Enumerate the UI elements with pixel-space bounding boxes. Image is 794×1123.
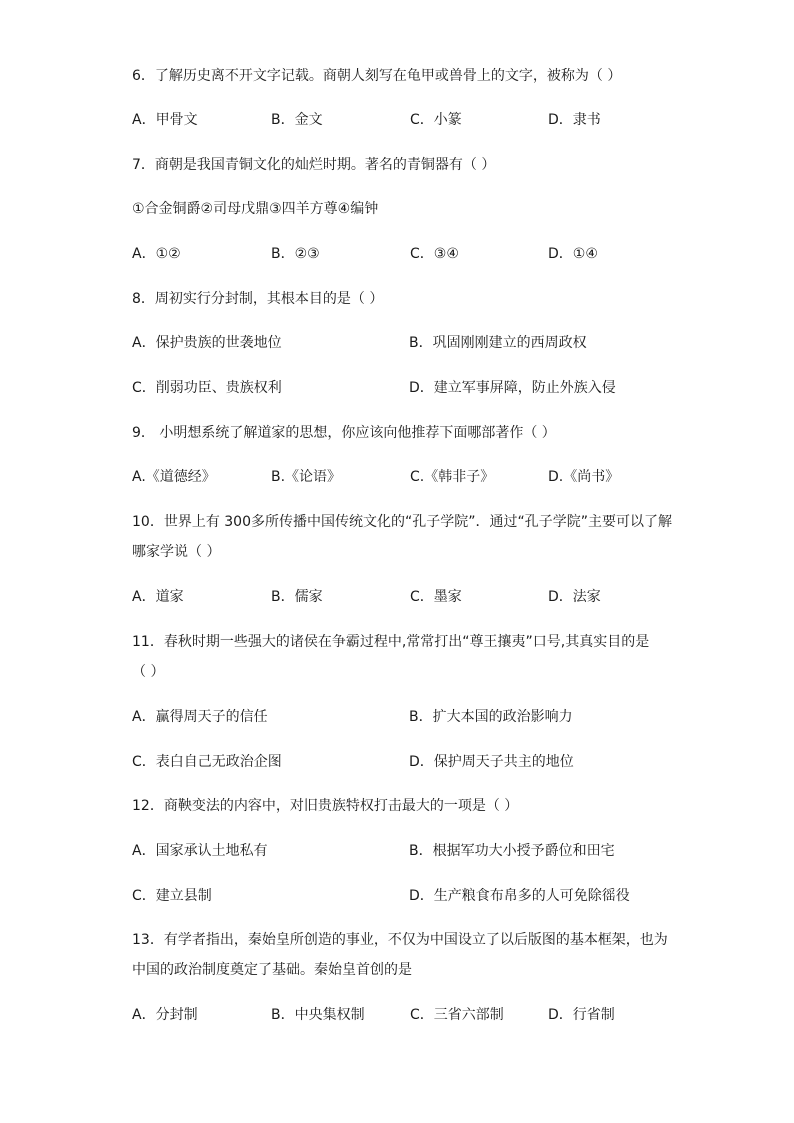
question-10-option-c: C．墨家: [410, 589, 462, 605]
question-12-option-b: B．根据军功大小授予爵位和田宅: [409, 843, 615, 859]
question-8-stem: 8．周初实行分封制，其根本目的是（ ）: [132, 291, 384, 307]
question-11-option-b: B．扩大本国的政治影响力: [409, 709, 573, 725]
question-7-stem: 7．商朝是我国青铜文化的灿烂时期。著名的青铜器有（ ）: [132, 157, 496, 173]
question-7-option-d: D．①④: [548, 246, 598, 262]
question-6-option-c: C．小篆: [410, 112, 462, 128]
question-10-stem-line-2: 哪家学说（ ）: [132, 544, 221, 560]
question-13-option-a: A．分封制: [132, 1007, 198, 1023]
question-8-option-b: B．巩固刚刚建立的西周政权: [409, 335, 587, 351]
question-7-option-a: A．①②: [132, 246, 181, 262]
question-7-option-c: C．③④: [410, 246, 459, 262]
question-9-option-a: A.《道德经》: [132, 469, 216, 485]
question-13-option-c: C．三省六部制: [410, 1007, 504, 1023]
question-13-option-b: B．中央集权制: [271, 1007, 365, 1023]
question-6-stem: 6．了解历史离不开文字记载。商朝人刻写在龟甲或兽骨上的文字，被称为（ ）: [132, 68, 622, 84]
question-13-stem-line-2: 中国的政治制度奠定了基础。秦始皇首创的是: [132, 962, 412, 978]
question-6-option-d: D．隶书: [548, 112, 601, 128]
question-11-option-c: C．表白自己无政治企图: [132, 754, 282, 770]
question-12-stem: 12．商鞅变法的内容中，对旧贵族特权打击最大的一项是（ ）: [132, 798, 519, 814]
question-10-option-a: A．道家: [132, 589, 184, 605]
question-9-option-b: B.《论语》: [271, 469, 342, 485]
question-11-stem-line-1: 11．春秋时期一些强大的诸侯在争霸过程中,常常打出“尊王攘夷”口号,其真实目的是: [132, 634, 650, 650]
question-12-option-d: D．生产粮食布帛多的人可免除徭役: [409, 888, 630, 904]
question-10-option-d: D．法家: [548, 589, 601, 605]
question-7-items: ①合金铜爵②司母戊鼎③四羊方尊④编钟: [132, 201, 379, 217]
question-11-option-a: A．赢得周天子的信任: [132, 709, 268, 725]
question-6-option-b: B．金文: [271, 112, 323, 128]
question-9-stem: 9． 小明想系统了解道家的思想，你应该向他推荐下面哪部著作（ ）: [132, 425, 556, 441]
question-10-stem-line-1: 10．世界上有 300多所传播中国传统文化的“孔子学院”．通过“孔子学院”主要可以了解: [132, 514, 672, 530]
question-13-option-d: D．行省制: [548, 1007, 615, 1023]
question-9-option-c: C.《韩非子》: [410, 469, 495, 485]
question-8-option-a: A．保护贵族的世袭地位: [132, 335, 282, 351]
question-6-option-a: A．甲骨文: [132, 112, 198, 128]
question-9-option-d: D.《尚书》: [548, 469, 620, 485]
question-10-option-b: B．儒家: [271, 589, 323, 605]
question-8-option-c: C．削弱功臣、贵族权利: [132, 380, 282, 396]
question-11-option-d: D．保护周天子共主的地位: [409, 754, 574, 770]
question-7-option-b: B．②③: [271, 246, 320, 262]
question-12-option-c: C．建立县制: [132, 888, 212, 904]
question-11-stem-line-2: （ ）: [132, 664, 165, 680]
question-8-option-d: D．建立军事屏障，防止外族入侵: [409, 380, 616, 396]
question-13-stem-line-1: 13．有学者指出，秦始皇所创造的事业，不仅为中国设立了以后版图的基本框架，也为: [132, 932, 668, 948]
question-12-option-a: A．国家承认土地私有: [132, 843, 268, 859]
